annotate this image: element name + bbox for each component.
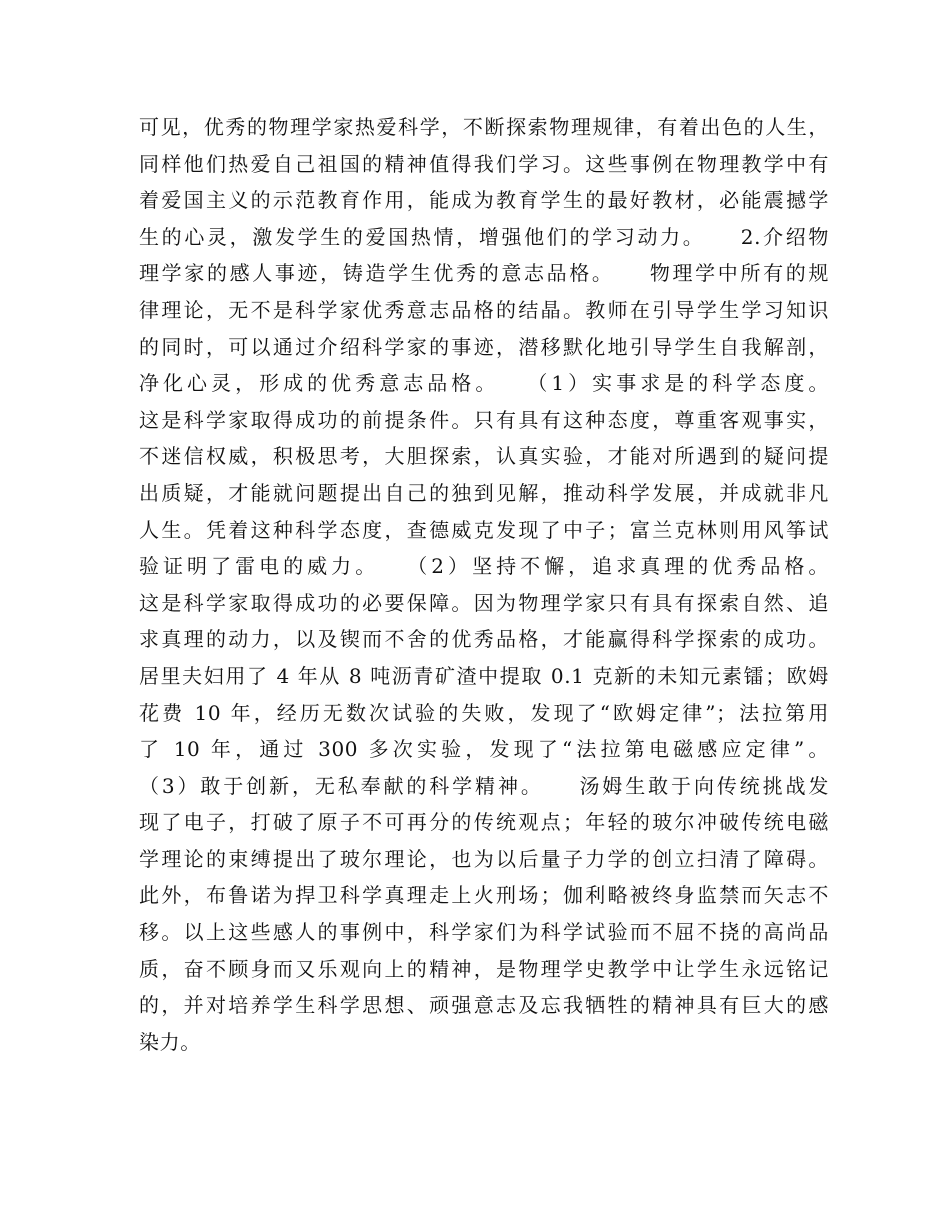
document-body bbox=[139, 109, 829, 1060]
text-line: 移。以上这些感人的事例中，科学家们为科学试验而不屈不挠的高尚品 bbox=[139, 920, 829, 945]
text-line: 人生。凭着这种科学态度，查德威克发现了中子；富兰克林则用风筝试 bbox=[139, 517, 829, 542]
text-line: 可见，优秀的物理学家热爱科学，不断探索物理规律，有着出色的人生， bbox=[139, 115, 829, 139]
text-line: 的，并对培养学生科学思想、顽强意志及忘我牺牲的精神具有巨大的感 bbox=[139, 993, 829, 1018]
text-line: 求真理的动力，以及锲而不舍的优秀品格，才能赢得科学探索的成功。 bbox=[139, 627, 829, 652]
text-line: 这是科学家取得成功的前提条件。只有具有这种态度，尊重客观事实， bbox=[139, 407, 829, 432]
text-line: 净化心灵，形成的优秀意志品格。 （1）实事求是的科学态度。 bbox=[139, 371, 829, 396]
text-line: 这是科学家取得成功的必要保障。因为物理学家只有具有探索自然、追 bbox=[139, 590, 829, 615]
text-line: 质，奋不顾身而又乐观向上的精神，是物理学史教学中让学生永远铭记 bbox=[139, 956, 829, 981]
text-line: 现了电子，打破了原子不可再分的传统观点；年轻的玻尔冲破传统电磁 bbox=[139, 810, 829, 835]
text-line: 同样他们热爱自己祖国的精神值得我们学习。这些事例在物理教学中有 bbox=[139, 151, 829, 176]
text-line: （3）敢于创新，无私奉献的科学精神。 汤姆生敢于向传统挑战发 bbox=[139, 773, 829, 798]
text-line: 着爱国主义的示范教育作用，能成为教育学生的最好教材，必能震撼学 bbox=[139, 188, 829, 213]
text-line: 验证明了雷电的威力。 （2）坚持不懈，追求真理的优秀品格。 bbox=[139, 554, 829, 579]
text-line: 居里夫妇用了 4 年从 8 吨沥青矿渣中提取 0.1 克新的未知元素镭；欧姆 bbox=[139, 663, 829, 688]
text-line: 花费 10 年，经历无数次试验的失败，发现了“欧姆定律”；法拉第用 bbox=[139, 700, 829, 725]
text-line: 出质疑，才能就问题提出自己的独到见解，推动科学发展，并成就非凡 bbox=[139, 480, 829, 505]
text-line: 学理论的束缚提出了玻尔理论，也为以后量子力学的创立扫清了障碍。 bbox=[139, 846, 829, 871]
text-line: 此外，布鲁诺为捍卫科学真理走上火刑场；伽利略被终身监禁而矢志不 bbox=[139, 883, 829, 908]
text-line: 染力。 bbox=[139, 1029, 201, 1054]
text-line: 了 10 年，通过 300 多次实验，发现了“法拉第电磁感应定律”。 bbox=[139, 737, 829, 762]
text-line: 律理论，无不是科学家优秀意志品格的结晶。教师在引导学生学习知识 bbox=[139, 297, 829, 322]
text-line: 生的心灵，激发学生的爱国热情，增强他们的学习动力。 2.介绍物 bbox=[139, 224, 829, 249]
text-line: 不迷信权威，积极思考，大胆探索，认真实验，才能对所遇到的疑问提 bbox=[139, 444, 829, 469]
text-line: 的同时，可以通过介绍科学家的事迹，潜移默化地引导学生自我解剖， bbox=[139, 334, 829, 359]
text-line: 理学家的感人事迹，铸造学生优秀的意志品格。 物理学中所有的规 bbox=[139, 261, 829, 286]
